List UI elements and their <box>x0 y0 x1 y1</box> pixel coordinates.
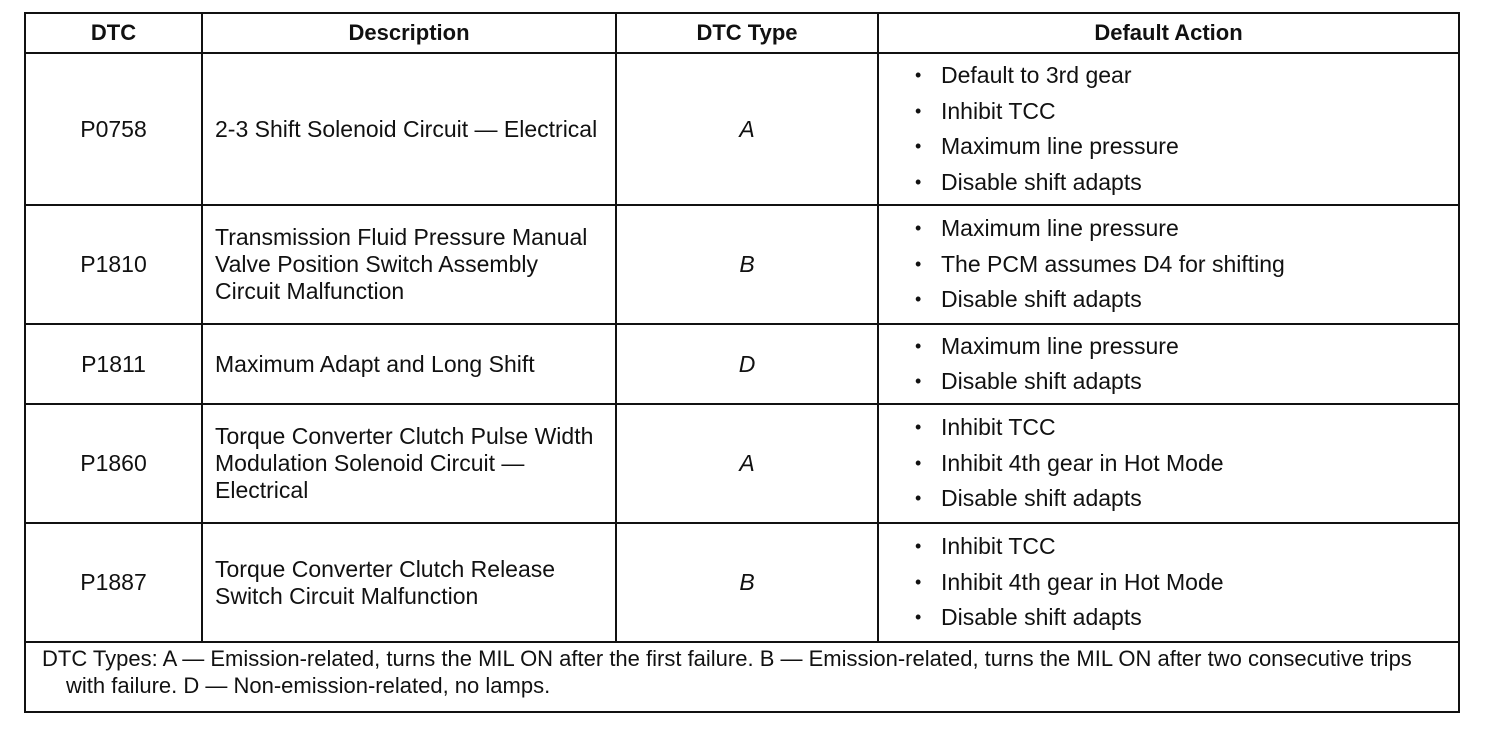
dtc-type: B <box>616 205 878 324</box>
action-text: Inhibit TCC <box>941 533 1056 560</box>
action-text: Maximum line pressure <box>941 215 1179 242</box>
dtc-description: 2-3 Shift Solenoid Circuit — Electrical <box>202 53 616 205</box>
dtc-table <box>24 12 1460 713</box>
action-list <box>915 529 1446 636</box>
default-action-cell <box>878 523 1459 642</box>
dtc-description: Torque Converter Clutch Release Switch Circuit Malfunction <box>202 523 616 642</box>
bullet-icon: • <box>915 571 922 592</box>
dtc-code: P0758 <box>25 53 202 205</box>
list-item <box>915 565 1446 601</box>
bullet-icon: • <box>915 335 922 356</box>
header-description: Description <box>202 13 616 53</box>
dtc-code: P1811 <box>25 324 202 404</box>
list-item <box>915 165 1446 201</box>
bullet-icon: • <box>915 607 922 628</box>
bullet-icon: • <box>915 65 922 85</box>
default-action-cell <box>878 53 1459 205</box>
action-list <box>915 211 1446 318</box>
dtc-code: P1860 <box>25 404 202 523</box>
action-text: Disable shift adapts <box>941 168 1142 195</box>
list-item <box>915 129 1446 165</box>
bullet-icon: • <box>915 100 922 121</box>
action-list <box>915 58 1446 200</box>
list-item <box>915 282 1446 318</box>
action-text: Inhibit TCC <box>941 97 1056 124</box>
action-text: Maximum line pressure <box>941 332 1179 359</box>
action-text: Inhibit 4th gear in Hot Mode <box>941 449 1224 476</box>
bullet-icon: • <box>915 417 922 438</box>
dtc-type: D <box>616 324 878 404</box>
header-dtc: DTC <box>25 13 202 53</box>
dtc-type: B <box>616 523 878 642</box>
default-action-cell <box>878 404 1459 523</box>
dtc-types-footnote: DTC Types: A — Emission-related, turns the MIL ON after the first failure. B — Emission-related, turns the MIL ON after two consecutive trips with failure. D — Non-emission-related, no lamps. <box>42 646 1412 698</box>
dtc-description: Torque Converter Clutch Pulse Width Modulation Solenoid Circuit — Electrical <box>202 404 616 523</box>
action-list <box>915 329 1446 400</box>
list-item <box>915 329 1446 365</box>
table-row <box>25 523 1459 642</box>
action-text: Disable shift adapts <box>941 604 1142 631</box>
list-item <box>915 446 1446 482</box>
bullet-icon: • <box>915 218 922 239</box>
list-item <box>915 600 1446 636</box>
header-row <box>25 13 1459 53</box>
table-row <box>25 205 1459 324</box>
bullet-icon: • <box>915 371 922 391</box>
bullet-icon: • <box>915 536 922 557</box>
list-item <box>915 481 1446 517</box>
dtc-description: Maximum Adapt and Long Shift <box>202 324 616 404</box>
bullet-icon: • <box>915 136 922 156</box>
list-item <box>915 364 1446 400</box>
default-action-cell <box>878 205 1459 324</box>
default-action-cell <box>878 324 1459 404</box>
list-item <box>915 247 1446 283</box>
table-row <box>25 324 1459 404</box>
bullet-icon: • <box>915 289 922 310</box>
action-text: Maximum line pressure <box>941 133 1179 159</box>
dtc-type: A <box>616 404 878 523</box>
dtc-code: P1887 <box>25 523 202 642</box>
bullet-icon: • <box>915 488 922 509</box>
list-item <box>915 94 1446 130</box>
list-item <box>915 410 1446 446</box>
footnote-cell <box>25 642 1459 712</box>
dtc-code: P1810 <box>25 205 202 324</box>
list-item <box>915 529 1446 565</box>
action-text: Disable shift adapts <box>941 368 1142 394</box>
bullet-icon: • <box>915 253 922 274</box>
action-text: Disable shift adapts <box>941 485 1142 512</box>
action-list <box>915 410 1446 517</box>
action-text: Disable shift adapts <box>941 286 1142 313</box>
list-item <box>915 211 1446 247</box>
action-text: Inhibit 4th gear in Hot Mode <box>941 568 1224 595</box>
header-default-action: Default Action <box>878 13 1459 53</box>
bullet-icon: • <box>915 171 922 192</box>
list-item <box>915 58 1446 94</box>
table-row <box>25 404 1459 523</box>
header-dtc-type: DTC Type <box>616 13 878 53</box>
action-text: Inhibit TCC <box>941 414 1056 441</box>
dtc-type: A <box>616 53 878 205</box>
footnote-row <box>25 642 1459 712</box>
table-row <box>25 53 1459 205</box>
action-text: The PCM assumes D4 for shifting <box>941 250 1285 277</box>
dtc-description: Transmission Fluid Pressure Manual Valve Position Switch Assembly Circuit Malfunction <box>202 205 616 324</box>
action-text: Default to 3rd gear <box>941 62 1132 88</box>
bullet-icon: • <box>915 452 922 473</box>
